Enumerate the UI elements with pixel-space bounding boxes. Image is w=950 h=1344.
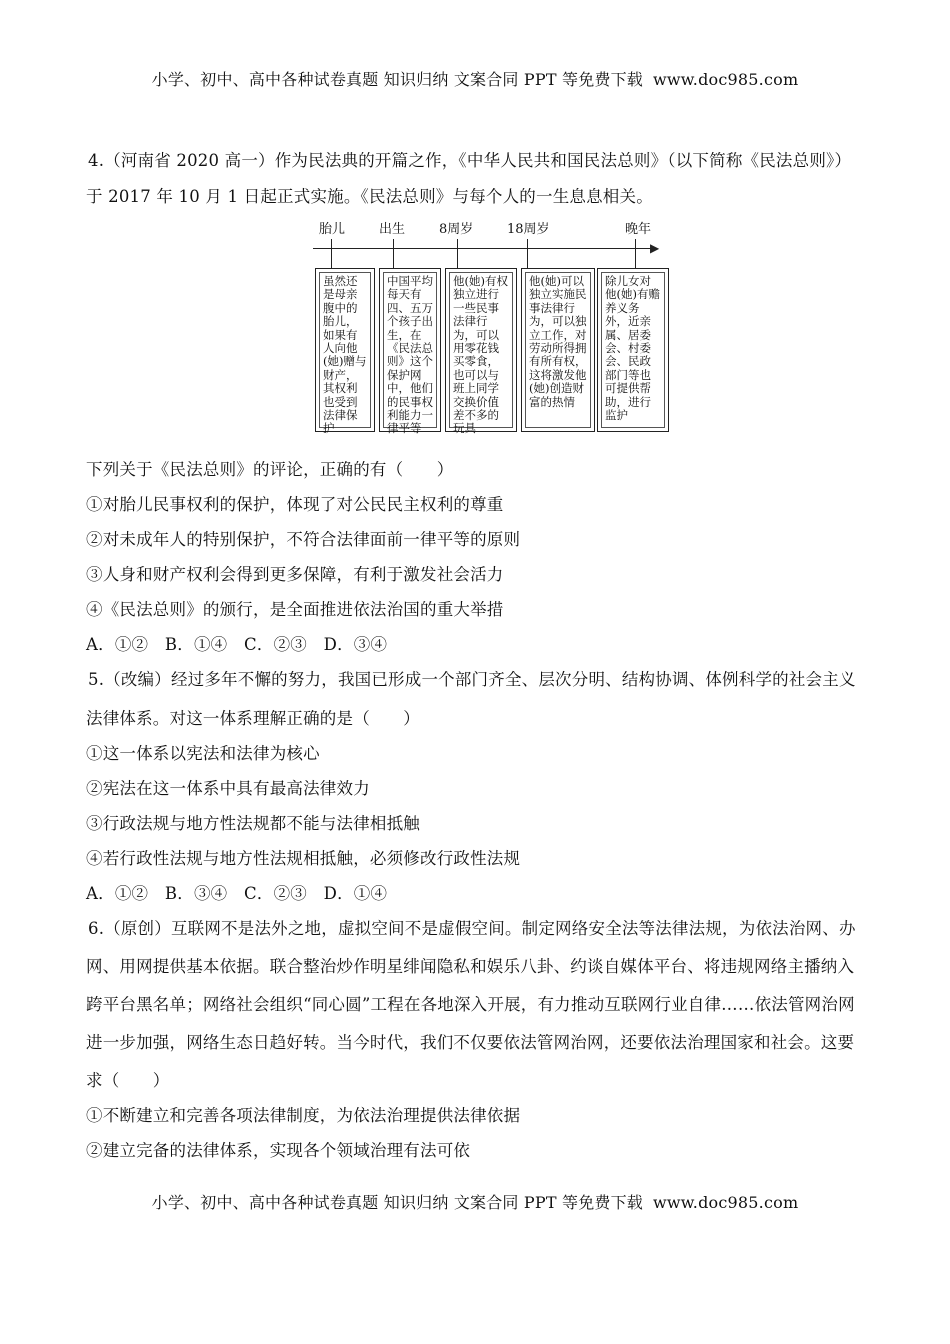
timeline-tick [635,239,636,249]
q6-line-4: 进一步加强，网络生态日趋好转。当今时代，我们不仅要依法管网治网，还要依法治理国家和社会。这要 [86,1033,855,1052]
timeline-arrow-icon: ▶ [650,241,660,255]
q5-option-3: ③行政法规与地方性法规都不能与法律相抵触 [86,814,420,833]
page-footer [0,1190,950,1213]
timeline-connector [331,249,332,268]
timeline-box-text: 他(她)有权独立进行一些民事法律行为，可以用零花钱买零食，也可以与班上同学交换价值差不多的玩具 [449,272,513,428]
timeline-label-birth: 出生 [379,222,406,237]
timeline-box-age-8 [445,268,517,436]
q4-option-4: ④《民法总则》的颁行，是全面推进依法治国的重大举措 [86,600,504,619]
page-header [0,67,950,90]
timeline-connector [527,249,528,268]
q5-option-4: ④若行政性法规与地方性法规相抵触，必须修改行政性法规 [86,849,521,868]
q6-option-2: ②建立完备的法律体系，实现各个领域治理有法可依 [86,1141,471,1160]
q4-stem: 下列关于《民法总则》的评论，正确的有（ ） [86,460,454,479]
q6-option-1: ①不断建立和完善各项法律制度，为依法治理提供法律依据 [86,1106,521,1125]
q4-line-2: 于 2017 年 10 月 1 日起正式实施。《民法总则》与每个人的一生息息相关。 [86,187,653,206]
q4-choices: A．①② B．①④ C．②③ D．③④ [86,635,388,654]
timeline-box-text: 除儿女对他(她)有赡养义务外，近亲属、居委会、村委会、民政部门等也可提供帮助，进行监护 [601,272,665,428]
q4-option-1: ①对胎儿民事权利的保护，体现了对公民民主权利的尊重 [86,495,504,514]
q6-line-2: 网、用网提供基本依据。联合整治炒作明星绯闻隐私和娱乐八卦、约谈自媒体平台、将违规网络主播纳入 [86,957,855,976]
q5-choices: A．①② B．③④ C．②③ D．①④ [86,884,388,903]
timeline-box-old-age [597,268,669,432]
q4-option-3: ③人身和财产权利会得到更多保障，有利于激发社会活力 [86,565,504,584]
q5-option-2: ②宪法在这一体系中具有最高法律效力 [86,779,370,798]
life-timeline-figure [305,212,665,442]
timeline-label-fetus: 胎儿 [319,222,346,237]
timeline-connector [635,249,636,268]
timeline-box-text: 中国平均每天有四、五万个孩子出生，在《民法总则》这个保护网中，他们的民事权利能力一律平等 [383,272,437,428]
timeline-tick [393,239,394,249]
timeline-box-birth [379,268,441,436]
timeline-box-age-18 [521,268,595,432]
footer-url[interactable]: www.doc985.com [653,1193,799,1212]
header-url[interactable]: www.doc985.com [653,70,799,89]
timeline-box-fetus [315,268,375,436]
timeline-axis [313,248,653,249]
timeline-tick [527,239,528,249]
header-text: 小学、初中、高中各种试卷真题 知识归纳 文案合同 PPT 等免费下载 [151,70,644,89]
timeline-connector [393,249,394,268]
q5-option-1: ①这一体系以宪法和法律为核心 [86,744,320,763]
q6-line-5: 求（ ） [86,1071,170,1090]
q5-line-2: 法律体系。对这一体系理解正确的是（ ） [86,709,420,728]
q4-line-1: 4.（河南省 2020 高一）作为民法典的开篇之作，《中华人民共和国民法总则》（以下简称《民法总则》） [88,151,852,170]
timeline-connector [457,249,458,268]
timeline-label-age-18: 18周岁 [507,222,550,237]
q6-line-3: 跨平台黑名单；网络社会组织“同心圆”工程在各地深入开展，有力推动互联网行业自律……依法管网治网 [86,995,855,1014]
timeline-label-old-age: 晚年 [625,222,652,237]
q5-line-1: 5.（改编）经过多年不懈的努力，我国已形成一个部门齐全、层次分明、结构协调、体例科学的社会主义 [88,670,856,689]
timeline-label-age-8: 8周岁 [439,222,474,237]
timeline-tick [457,239,458,249]
q6-line-1: 6.（原创）互联网不是法外之地，虚拟空间不是虚假空间。制定网络安全法等法律法规，为依法治网、办 [88,919,856,938]
timeline-box-text: 虽然还是母亲腹中的胎儿，如果有人向他(她)赠与财产，其权利也受到法律保护 [319,272,371,428]
footer-text: 小学、初中、高中各种试卷真题 知识归纳 文案合同 PPT 等免费下载 [151,1193,644,1212]
timeline-box-text: 他(她)可以独立实施民事法律行为，可以独立工作，对劳动所得拥有所有权，这将激发他(她)创造财富的热情 [525,272,591,428]
q4-option-2: ②对未成年人的特别保护，不符合法律面前一律平等的原则 [86,530,521,549]
timeline-tick [331,239,332,249]
